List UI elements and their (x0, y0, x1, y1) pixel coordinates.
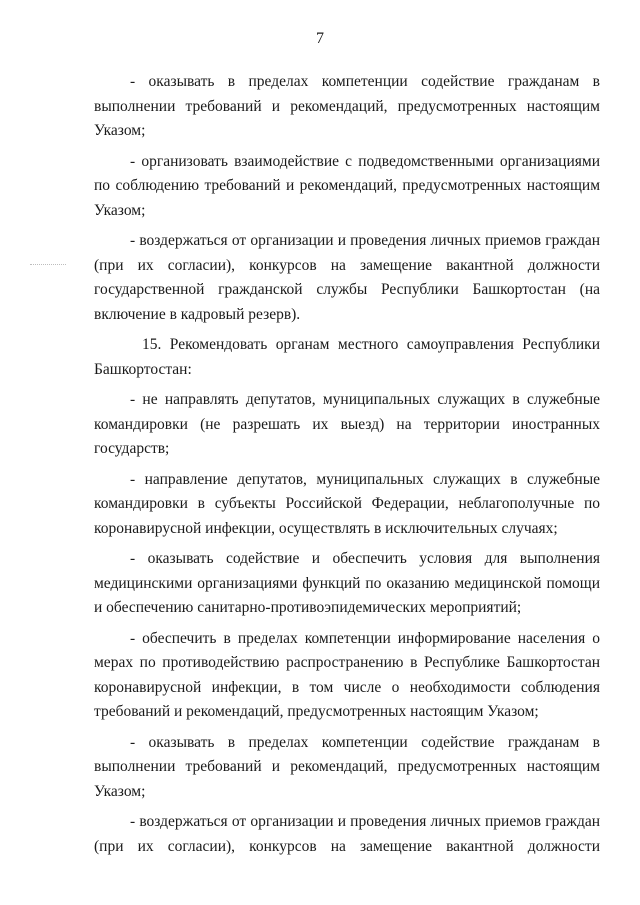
document-body (94, 70, 600, 859)
paragraph-continued: - воздержаться от организации и проведения личных приемов граждан (при их согласии), конкурсов на замещение вакантной должности (94, 813, 600, 855)
paragraph: - организовать взаимодействие с подведомственными организациями по соблюдению требований и рекомендаций, предусмотренных настоящим Указом; (94, 152, 600, 219)
paragraph: - воздержаться от организации и проведения личных приемов граждан (при их согласии), конкурсов на замещение вакантной должности государственной гражданской службы Республики Башкортостан (на включение в кадровый резерв). (94, 232, 600, 323)
paragraph: - оказывать содействие и обеспечить условия для выполнения медицинскими организациями функций по оказанию медицинской помощи и обеспечению санитарно-противоэпидемических мероприятий; (94, 550, 600, 616)
numbered-paragraph: 15. Рекомендовать органам местного самоуправления Республики Башкортостан: (94, 336, 600, 378)
paragraph: - не направлять депутатов, муниципальных служащих в служебные командировки (не разрешать их выезд) на территории иностранных государств; (94, 391, 600, 457)
margin-mark (30, 264, 66, 265)
paragraph: - оказывать в пределах компетенции содействие гражданам в выполнении требований и рекомендаций, предусмотренных настоящим Указом; (94, 73, 600, 139)
paragraph: - оказывать в пределах компетенции содействие гражданам в выполнении требований и рекомендаций, предусмотренных настоящим Указом; (94, 733, 600, 800)
paragraph: - направление депутатов, муниципальных служащих в служебные командировки в субъекты Российской Федерации, неблагополучные по коронавирусной инфекции, осуществлять в исключительных случаях; (94, 470, 600, 537)
paragraph: - обеспечить в пределах компетенции информирование населения о мерах по противодействию распространению в Республике Башкортостан коронавирусной инфекции, в том числе о необходимости соблюдения требований и рекомендаций, предусмотренных настоящим Указом; (94, 629, 600, 720)
page-number: 7 (316, 30, 324, 47)
